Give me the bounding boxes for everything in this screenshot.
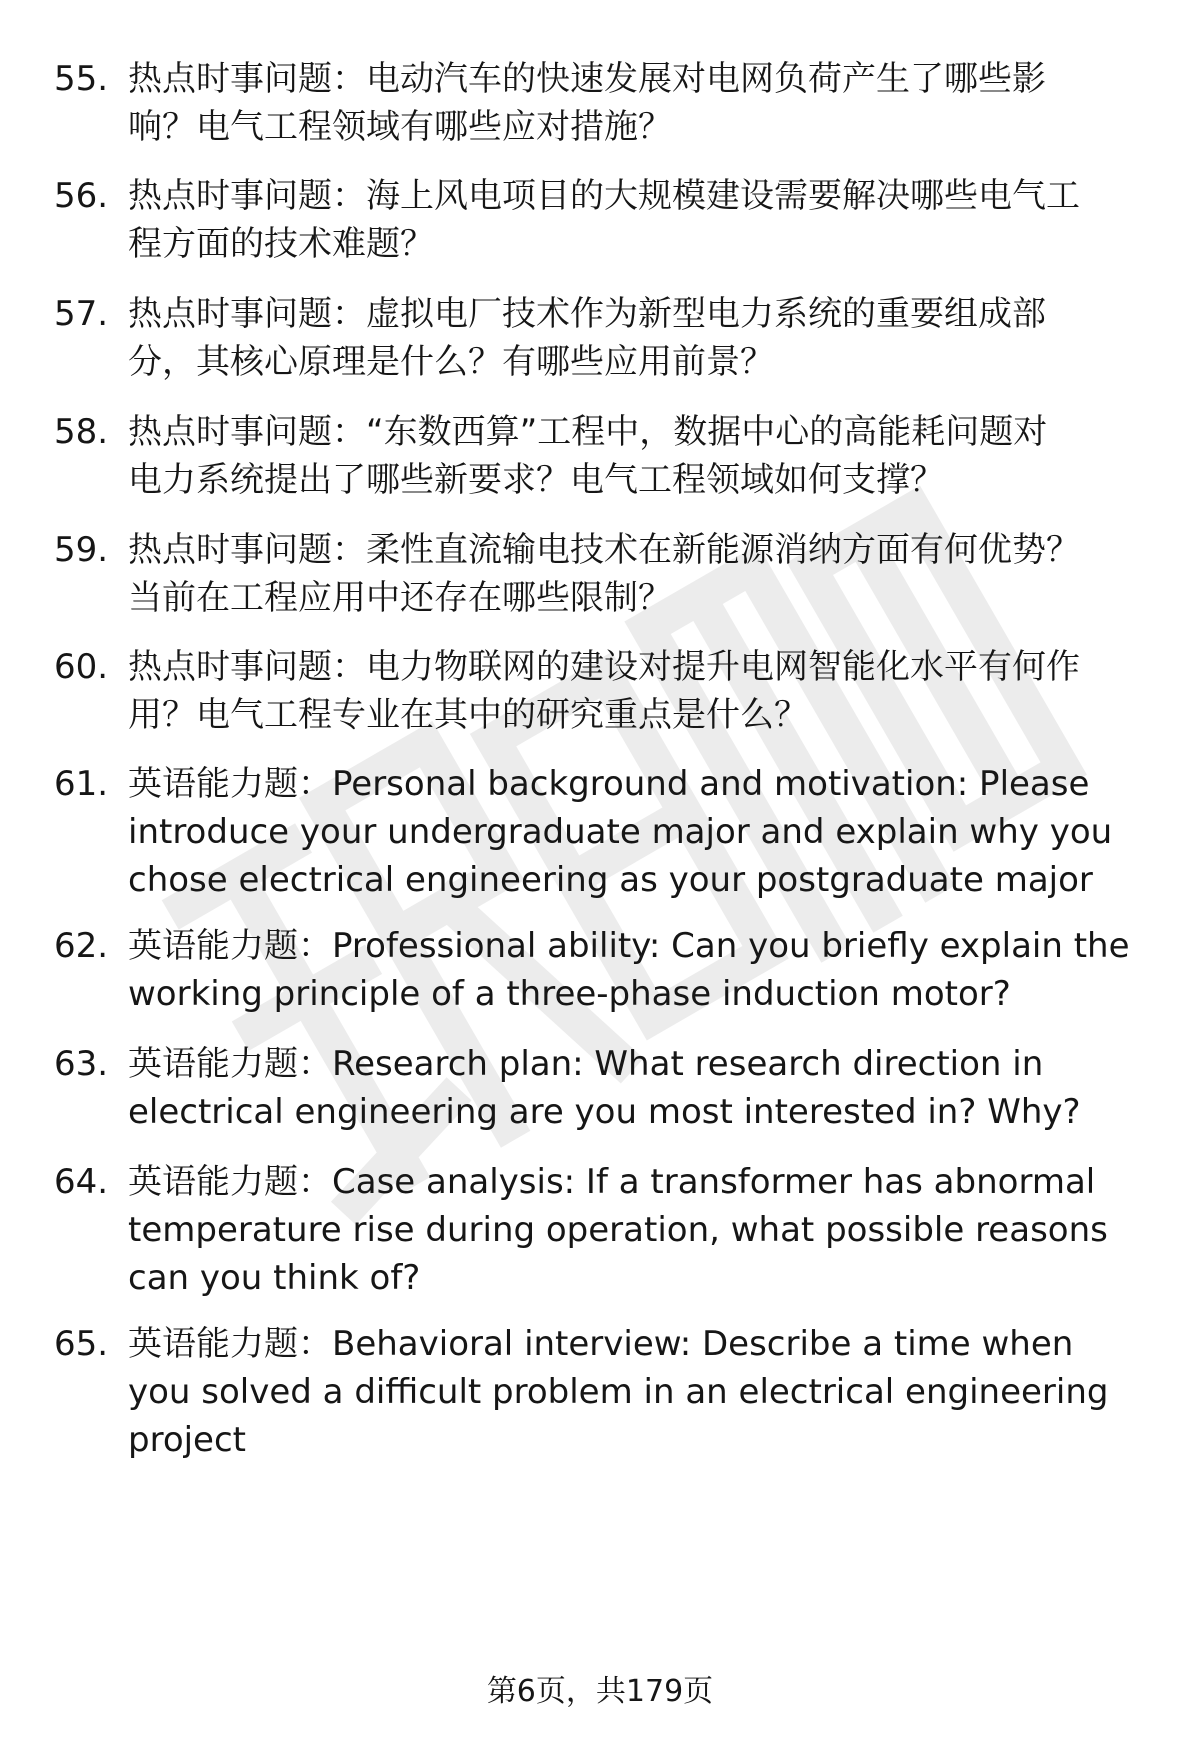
- question-number: 64.: [54, 1162, 109, 1202]
- question-text: [128, 408, 1200, 504]
- question-line: 响？电气工程领域有哪些应对措施？: [128, 107, 672, 147]
- question-line: 英语能力题：Personal background and motivation: Please: [128, 764, 1090, 804]
- question-number: 61.: [54, 764, 109, 804]
- question-number: 60.: [54, 647, 109, 687]
- question-text: [128, 643, 1200, 739]
- question-number: 57.: [54, 294, 109, 334]
- page-number-footer: 第6页，共179页: [486, 1674, 714, 1709]
- question-text: [128, 290, 1200, 386]
- question-line: 分，其核心原理是什么？有哪些应用前景？: [128, 342, 774, 382]
- question-number: 56.: [54, 176, 109, 216]
- question-line: 用？电气工程专业在其中的研究重点是什么？: [128, 695, 808, 735]
- question-line: project: [128, 1420, 247, 1460]
- question-line: 热点时事问题：电动汽车的快速发展对电网负荷产生了哪些影: [128, 59, 1046, 99]
- question-line: 热点时事问题：电力物联网的建设对提升电网智能化水平有何作: [128, 647, 1080, 687]
- question-line: 英语能力题：Professional ability: Can you briefly explain the: [128, 926, 1130, 966]
- question-line: 热点时事问题：虚拟电厂技术作为新型电力系统的重要组成部: [128, 294, 1046, 334]
- question-line: 英语能力题：Case analysis: If a transformer has abnormal: [128, 1162, 1096, 1202]
- question-number: 58.: [54, 412, 109, 452]
- question-line: introduce your undergraduate major and explain why you: [128, 812, 1113, 852]
- question-line: working principle of a three-phase induction motor?: [128, 974, 1011, 1014]
- question-line: can you think of?: [128, 1258, 421, 1298]
- question-number: 65.: [54, 1324, 109, 1364]
- question-line: temperature rise during operation, what possible reasons: [128, 1210, 1108, 1250]
- question-number: 55.: [54, 59, 109, 99]
- question-text: [128, 526, 1200, 622]
- question-line: 热点时事问题：柔性直流输电技术在新能源消纳方面有何优势？: [128, 530, 1080, 570]
- question-number: 59.: [54, 530, 109, 570]
- question-line: you solved a difficult problem in an electrical engineering: [128, 1372, 1109, 1412]
- question-text: [128, 55, 1200, 151]
- question-line: chose electrical engineering as your postgraduate major: [128, 860, 1093, 900]
- question-line: 英语能力题：Research plan: What research direction in: [128, 1044, 1044, 1084]
- question-line: 热点时事问题：“东数西算”工程中，数据中心的高能耗问题对: [128, 412, 1048, 452]
- question-text: [128, 172, 1200, 268]
- question-text: [128, 1040, 1200, 1136]
- question-line: electrical engineering are you most interested in? Why?: [128, 1092, 1081, 1132]
- question-text: [128, 1320, 1200, 1464]
- question-text: [128, 1158, 1200, 1302]
- question-text: [128, 760, 1200, 904]
- question-line: 热点时事问题：海上风电项目的大规模建设需要解决哪些电气工: [128, 176, 1080, 216]
- question-line: 英语能力题：Behavioral interview: Describe a time when: [128, 1324, 1074, 1364]
- question-line: 程方面的技术难题？: [128, 224, 434, 264]
- question-line: 当前在工程应用中还存在哪些限制？: [128, 578, 672, 618]
- question-line: 电力系统提出了哪些新要求？电气工程领域如何支撑？: [128, 460, 944, 500]
- question-number: 62.: [54, 926, 109, 966]
- question-text: [128, 922, 1200, 1018]
- question-number: 63.: [54, 1044, 109, 1084]
